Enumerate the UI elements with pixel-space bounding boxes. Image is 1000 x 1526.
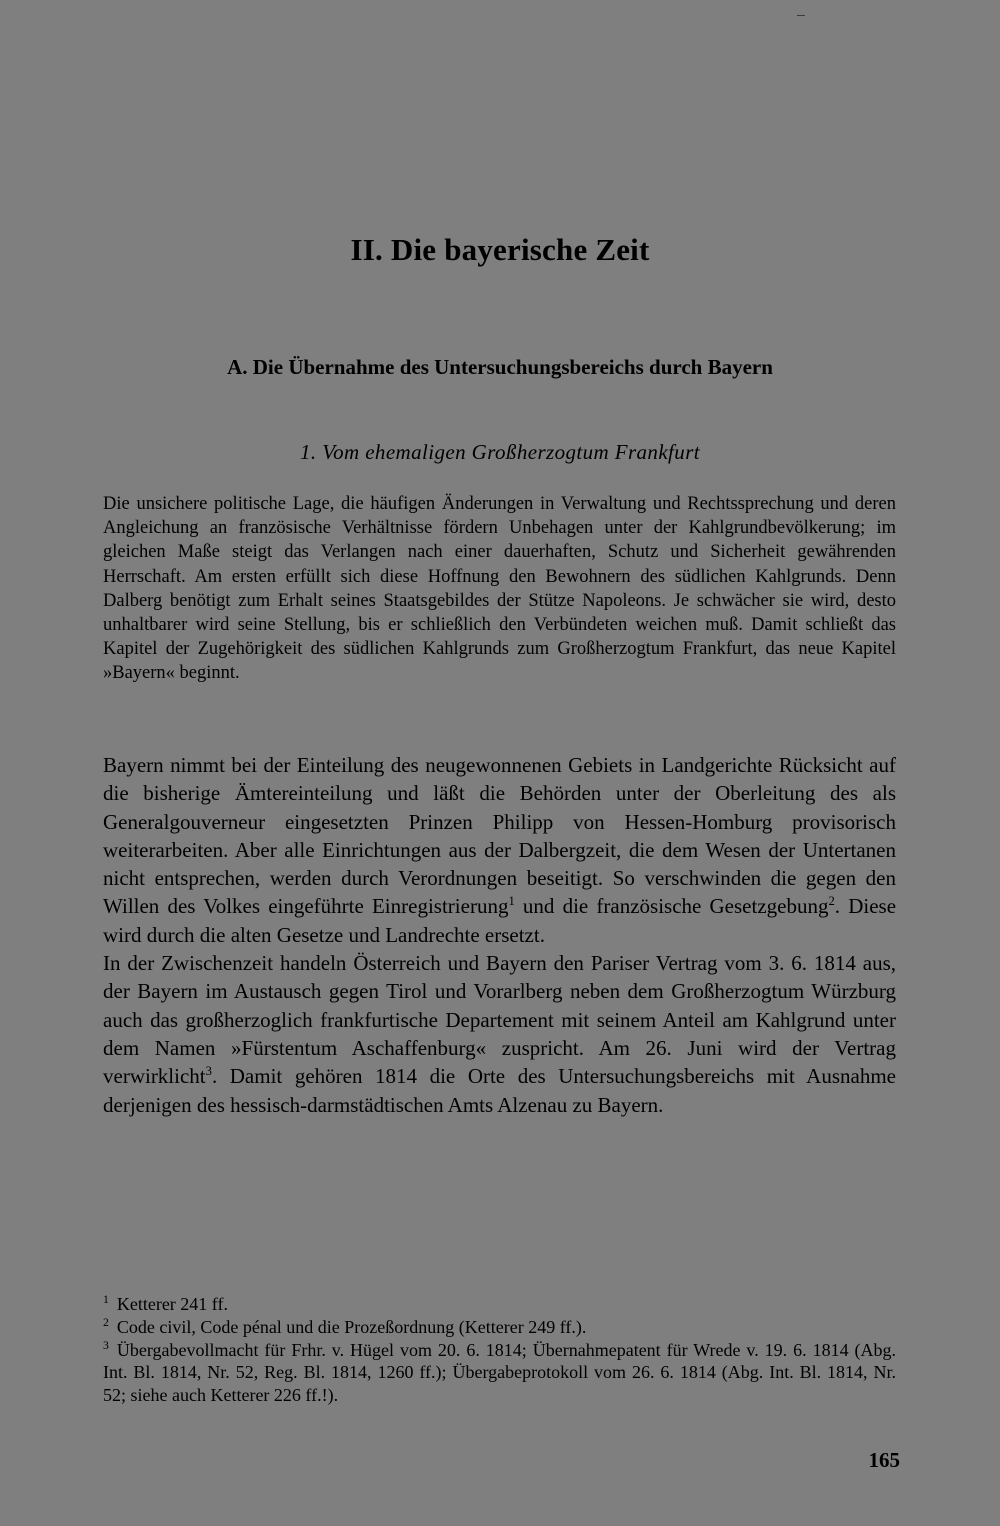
footnote-marker: 3 [103,1338,109,1352]
footnote-1 [103,1293,896,1316]
paragraph-pariser-vertrag [103,949,896,1119]
footnote-marker: 1 [103,1293,109,1306]
paragraph-text: . Diese wird durch die alten Gesetze und Landrechte ersetzt. [103,894,897,947]
paragraph-text: In der Zwischenzeit handeln Österreich und Bayern den Pariser Vertrag vom 3. 6. 1814 aus, der Bayern im Austausch gegen Tirol und Vorarlberg neben dem Großherzogtum Würzburg auch das großherzoglich frankfurtische Departement mit seinem Anteil am Kahlgrund unter dem Namen »Fürstentum Aschaffenburg« zuspricht. Am 26. Juni wird der Vertrag verwirklicht [103,951,896,1089]
intro-paragraph: Die unsichere politische Lage, die häufigen Änderungen in Verwaltung und Rechtssprechung und deren Angleichung an französische Verhältnisse fördern Unbehagen unter der Kahlgrundbevölkerung; im gleichen Maße steigt das Verlangen nach einer dauerhaften, Schutz und Sicherheit gewährenden Herrschaft. Am ersten erfüllt sich diese Hoffnung den Bewohnern des südlichen Kahlgrunds. Denn Dalberg benötigt zum Erhalt seines Staatsgebildes der Stütze Napoleons. Je schwächer sie wird, desto unhaltbarer wird seine Stellung, bis er schließlich den Verbündeten weichen muß. Damit schließt das Kapitel der Zugehörigkeit des südlichen Kahlgrunds zum Großherzogtum Frankfurt, das neue Kapitel »Bayern« beginnt. [103,494,896,684]
footnote-2 [103,1316,896,1339]
footnote-ref[interactable]: 2 [828,894,835,909]
footnote-text: Ketterer 241 ff. [116,1294,228,1314]
paragraph-text: Bayern nimmt bei der Einteilung des neugewonnenen Gebiets in Landgerichte Rücksicht auf die bisherige Ämtereinteilung und läßt die Behörden unter der Oberleitung des als Generalgouverneur eingesetzten Prinzen Philipp von Hessen-Homburg provisorisch weiterarbeiten. Aber alle Einrichtungen aus der Dalbergzeit, die dem Wesen der Untertanen nicht entsprechen, werden durch Verordnungen beseitigt. So verschwinden die gegen den Willen des Volkes eingeführte Einregistrierung [103,753,896,919]
main-text [103,751,896,1119]
page-number: 165 [868,1448,900,1472]
footnotes [103,1293,896,1407]
footnote-3 [103,1339,896,1407]
paragraph-bayern-einteilung [103,751,896,949]
subsection-title: 1. Vom ehemaligen Großherzogtum Frankfurt [300,440,700,464]
chapter-title: II. Die bayerische Zeit [350,232,650,267]
footnote-ref[interactable]: 1 [508,894,515,909]
paragraph-text: und die französische Gesetzgebung [514,894,829,919]
footnote-marker: 2 [103,1315,109,1329]
scan-mark [797,15,805,16]
footnote-ref[interactable]: 3 [205,1064,212,1079]
footnote-text: Übergabevollmacht für Frhr. v. Hügel vom 20. 6. 1814; Übernahmepatent für Wrede v. 19. 6. 1814 (Abg. Int. Bl. 1814, Nr. 52, Reg. Bl. 1814, 1260 ff.); Übergabeprotokoll vom 26. 6. 1814 (Abg. Int. Bl. 1814, Nr. 52; siehe auch Ketterer 226 ff.!). [103,1339,896,1406]
section-title: A. Die Übernahme des Untersuchungsbereichs durch Bayern [227,355,773,379]
paragraph-text: . Damit gehören 1814 die Orte des Untersuchungsbereichs mit Ausnahme derjenigen des hessisch-darmstädtischen Amts Alzenau zu Bayern. [103,1064,896,1117]
footnote-text: Code civil, Code pénal und die Prozeßordnung (Ketterer 249 ff.). [116,1316,587,1337]
